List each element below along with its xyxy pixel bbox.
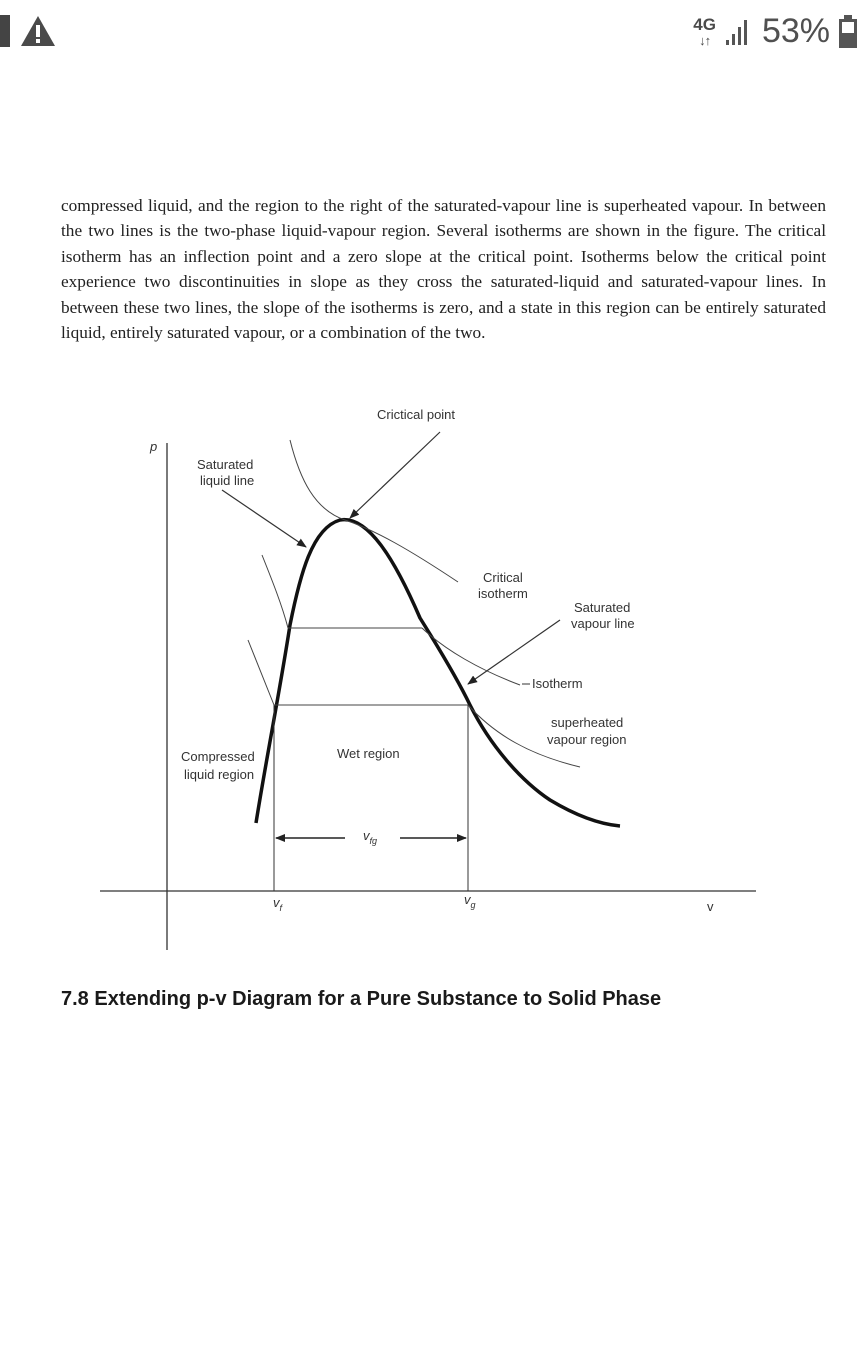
vg-label: [464, 892, 476, 910]
vf-v: v: [273, 895, 280, 910]
status-right: [693, 12, 858, 51]
battery-percentage: 53%: [761, 12, 830, 50]
vg-v: v: [464, 892, 471, 907]
superheated-label-line1: superheated: [551, 715, 624, 730]
superheated-label-line2: vapour region: [547, 732, 627, 747]
critical-isotherm-curve: [290, 440, 458, 582]
critical-isotherm-label-line2: isotherm: [478, 586, 528, 601]
critical-point-label: Crictical point: [377, 407, 456, 422]
body-paragraph: compressed liquid, and the region to the right of the saturated-vapour line is superheated vapour. In between the two lines is the two-phase liquid-vapour region. Several isotherms are shown in the figure. The critical isotherm has an inflection point and a zero slope at the critical point. Isotherms below the critical point experience two discontinuities in slope as they cross the saturated-liquid and saturated-vapour lines. In between these two lines, the slope of the isotherms is zero, and a state in this region can be entirely saturated liquid, entirely saturated vapour, or a combination of the two.: [61, 196, 826, 343]
saturated-vapour-arrow: [468, 620, 560, 684]
vf-subscript: f: [279, 903, 283, 913]
compressed-liquid-label-line2: liquid region: [184, 767, 255, 782]
saturation-dome: [256, 520, 620, 826]
signal-icon: [724, 18, 754, 46]
status-left: [0, 14, 56, 48]
upper-isotherm-liquid: [262, 555, 288, 628]
network-label: 4G: [693, 15, 716, 34]
vfg-label: [363, 828, 377, 846]
saturated-liquid-label-line1: Saturated: [197, 457, 254, 472]
warning-icon: [20, 14, 56, 48]
network-type: [693, 16, 716, 47]
critical-point-arrow: [350, 432, 440, 518]
compressed-liquid-label-line1: Compressed: [181, 749, 255, 764]
battery-icon: [838, 15, 858, 49]
saturated-liquid-arrow: [222, 490, 306, 547]
vf-label: [273, 895, 284, 913]
network-arrows-icon: ↓↑: [699, 33, 711, 48]
vfg-subscript: fg: [369, 836, 378, 846]
isotherm-label: Isotherm: [532, 676, 583, 691]
p-axis-label: p: [150, 439, 158, 454]
pv-diagram: [0, 395, 864, 965]
saturated-vapour-label-line2: vapour line: [571, 616, 635, 631]
upper-isotherm-vapour: [422, 628, 520, 685]
vfg-v: v: [363, 828, 370, 843]
v-axis-label: v: [707, 899, 714, 914]
saturated-liquid-label-line2: liquid line: [200, 473, 255, 488]
status-bar: [0, 0, 864, 66]
saturated-vapour-label-line1: Saturated: [574, 600, 631, 615]
section-heading: 7.8 Extending p-v Diagram for a Pure Substance to Solid Phase: [61, 988, 662, 1010]
critical-isotherm-label-line1: Critical: [483, 570, 523, 585]
app-notification-icon: [0, 15, 10, 47]
lower-isotherm-liquid: [248, 640, 274, 705]
vg-subscript: g: [470, 900, 476, 910]
wet-region-label: Wet region: [337, 746, 400, 761]
